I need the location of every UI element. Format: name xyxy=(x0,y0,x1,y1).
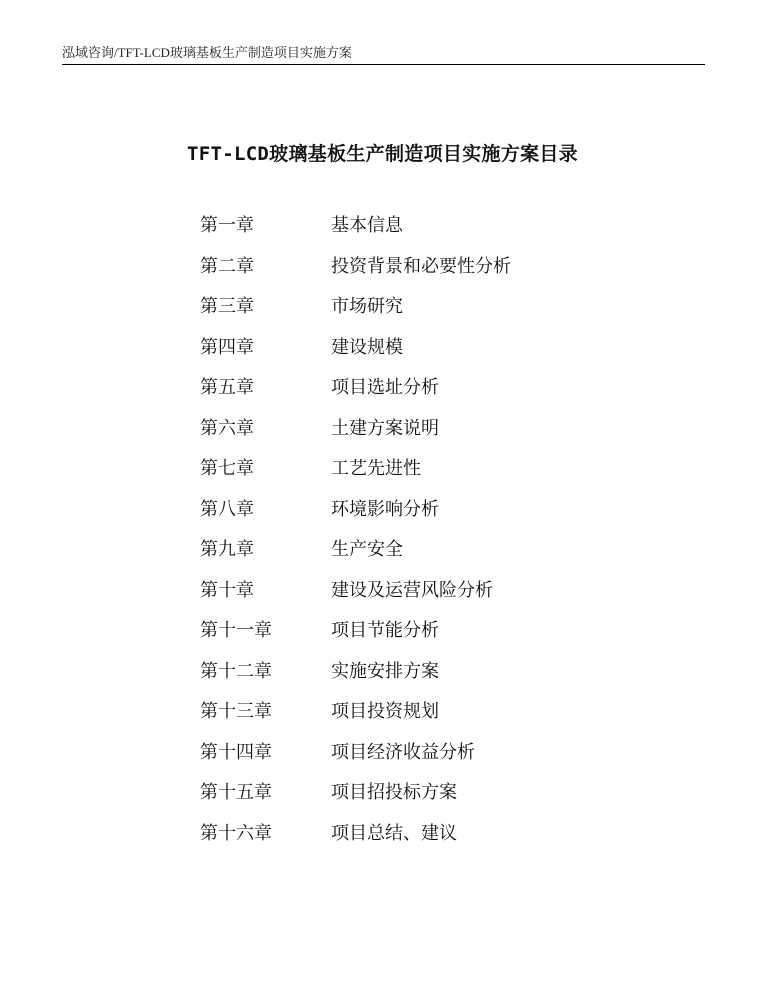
toc-entry[interactable] xyxy=(200,285,511,326)
chapter-number: 第十一章 xyxy=(200,620,272,642)
chapter-title: 项目招投标方案 xyxy=(331,782,457,804)
toc-entry[interactable] xyxy=(200,569,511,610)
chapter-title: 项目节能分析 xyxy=(331,620,439,642)
toc-entry[interactable] xyxy=(200,690,511,731)
toc-entry[interactable] xyxy=(200,731,511,772)
chapter-title: 项目投资规划 xyxy=(331,701,439,723)
chapter-title: 土建方案说明 xyxy=(331,417,439,439)
chapter-number: 第八章 xyxy=(200,498,254,520)
chapter-title: 项目选址分析 xyxy=(331,377,439,399)
chapter-title: 基本信息 xyxy=(331,215,403,237)
chapter-number: 第四章 xyxy=(200,336,254,358)
chapter-number: 第六章 xyxy=(200,417,254,439)
chapter-number: 第九章 xyxy=(200,539,254,561)
chapter-title: 环境影响分析 xyxy=(331,498,439,520)
chapter-title: 投资背景和必要性分析 xyxy=(331,255,511,277)
toc-entry[interactable] xyxy=(200,204,511,245)
chapter-number: 第十五章 xyxy=(200,782,272,804)
toc-entry[interactable] xyxy=(200,366,511,407)
toc-entry[interactable] xyxy=(200,528,511,569)
chapter-title: 项目经济收益分析 xyxy=(331,741,475,763)
chapter-number: 第三章 xyxy=(200,296,254,318)
toc-entry[interactable] xyxy=(200,609,511,650)
chapter-number: 第二章 xyxy=(200,255,254,277)
chapter-title: 工艺先进性 xyxy=(331,458,421,480)
toc-entry[interactable] xyxy=(200,407,511,448)
chapter-number: 第十三章 xyxy=(200,701,272,723)
chapter-title: 项目总结、建议 xyxy=(331,822,457,844)
chapter-number: 第十六章 xyxy=(200,822,272,844)
toc-entry[interactable] xyxy=(200,447,511,488)
chapter-number: 第十四章 xyxy=(200,741,272,763)
table-of-contents xyxy=(200,204,511,852)
chapter-title: 建设及运营风险分析 xyxy=(331,579,493,601)
toc-entry[interactable] xyxy=(200,650,511,691)
document-title: TFT-LCD玻璃基板生产制造项目实施方案目录 xyxy=(187,143,578,165)
chapter-number: 第十二章 xyxy=(200,660,272,682)
toc-entry[interactable] xyxy=(200,245,511,286)
chapter-number: 第五章 xyxy=(200,377,254,399)
running-header: 泓域咨询/TFT-LCD玻璃基板生产制造项目实施方案 xyxy=(62,45,352,60)
chapter-title: 建设规模 xyxy=(331,336,403,358)
chapter-number: 第十章 xyxy=(200,579,254,601)
chapter-number: 第七章 xyxy=(200,458,254,480)
toc-entry[interactable] xyxy=(200,812,511,853)
toc-entry[interactable] xyxy=(200,488,511,529)
chapter-number: 第一章 xyxy=(200,215,254,237)
toc-entry[interactable] xyxy=(200,326,511,367)
chapter-title: 实施安排方案 xyxy=(331,660,439,682)
chapter-title: 生产安全 xyxy=(331,539,403,561)
toc-entry[interactable] xyxy=(200,771,511,812)
header-divider xyxy=(62,64,705,65)
chapter-title: 市场研究 xyxy=(331,296,403,318)
